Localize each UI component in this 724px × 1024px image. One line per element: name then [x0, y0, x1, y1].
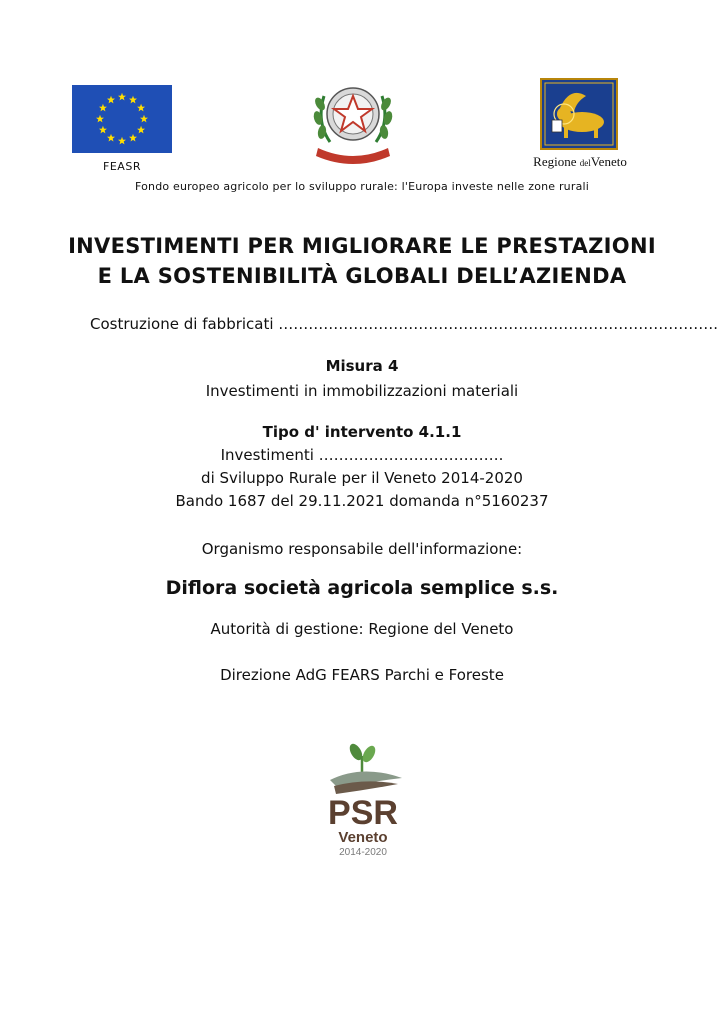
- direzione-line: Direzione AdG FEARS Parchi e Foreste: [220, 666, 504, 684]
- veneto-word: Veneto: [590, 154, 627, 169]
- title-line-2: E LA SOSTENIBILITÀ GLOBALI DELL’AZIENDA: [97, 264, 627, 288]
- del-word: del: [579, 158, 591, 168]
- misura-title: Misura 4: [325, 357, 399, 375]
- italian-republic-emblem-icon: [310, 72, 396, 168]
- fund-line: Fondo europeo agricolo per lo sviluppo rurale: l'Europa investe nelle zone rurali: [134, 180, 590, 193]
- sviluppo-rurale-line: di Sviluppo Rurale per il Veneto 2014-2020: [201, 469, 523, 487]
- regione-veneto-label: [515, 154, 645, 170]
- psr-region-text: Veneto: [338, 829, 388, 846]
- lion-of-saint-mark-icon: [540, 78, 618, 150]
- psr-veneto-logo-icon: [318, 738, 408, 858]
- psr-main-text: PSR: [328, 794, 398, 832]
- psr-years-text: 2014-2020: [339, 847, 387, 858]
- misura-description: Investimenti in immobilizzazioni materiali: [205, 382, 519, 400]
- tipo-intervento-title: Tipo d' intervento 4.1.1: [262, 423, 462, 441]
- bando-line: Bando 1687 del 29.11.2021 domanda n°5160237: [175, 492, 549, 510]
- title-line-1: INVESTIMENTI PER MIGLIORARE LE PRESTAZIONI: [68, 234, 656, 258]
- autorita-line: Autorità di gestione: Regione del Veneto: [210, 620, 514, 638]
- eu-flag-icon: [72, 85, 172, 153]
- regione-word: Regione: [533, 154, 577, 169]
- investimenti-line: Investimenti ……………………………….: [220, 446, 504, 464]
- company-name: Diflora società agricola semplice s.s.: [165, 577, 559, 599]
- costruzione-line: Costruzione di fabbricati …………………………………………………………………………….: [90, 315, 719, 333]
- organismo-label: Organismo responsabile dell'informazione:: [201, 540, 523, 558]
- feasr-label: FEASR: [103, 160, 141, 173]
